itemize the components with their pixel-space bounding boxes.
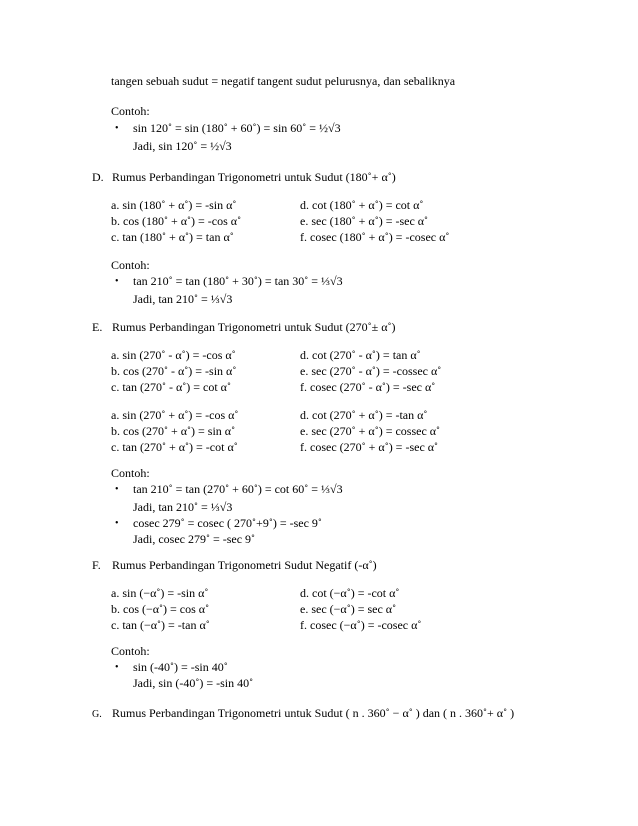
formula-item: b. cos (270˚ + α˚) = sin α˚	[111, 424, 236, 438]
formula-item: a. sin (−α˚) = -sin α˚	[111, 586, 209, 600]
section-heading-g	[92, 706, 514, 722]
section-title: Rumus Perbandingan Trigonometri untuk Sudut (180˚+ α˚)	[112, 170, 396, 184]
formula-item: a. sin (270˚ - α˚) = -cos α˚	[111, 348, 236, 362]
formula-item: f. cosec (180˚ + α˚) = -cosec α˚	[300, 230, 450, 244]
example-line: Jadi, tan 210˚ = ⅓√3	[133, 500, 233, 514]
formula-item: f. cosec (270˚ + α˚) = -sec α˚	[300, 440, 439, 454]
formula-item: d. cot (180˚ + α˚) = cot α˚	[300, 198, 424, 212]
formula-item: e. sec (270˚ + α˚) = cossec α˚	[300, 424, 441, 438]
section-heading-e	[92, 320, 396, 334]
example-line: Jadi, cosec 279˚ = -sec 9˚	[133, 532, 256, 546]
example-line: sin (-40˚) = -sin 40˚	[133, 660, 228, 674]
bullet-icon: •	[115, 662, 119, 673]
formula-item: e. sec (270˚ - α˚) = -cossec α˚	[300, 364, 442, 378]
formula-item: c. tan (180˚ + α˚) = tan α˚	[111, 230, 234, 244]
formula-item: b. cos (270˚ - α˚) = -sin α˚	[111, 364, 237, 378]
section-letter: F.	[92, 558, 101, 572]
formula-item: a. sin (180˚ + α˚) = -sin α˚	[111, 198, 237, 212]
intro-text: tangen sebuah sudut = negatif tangent sudut pelurusnya, dan sebaliknya	[111, 74, 456, 88]
section-title: Rumus Perbandingan Trigonometri untuk Sudut (270˚± α˚)	[112, 320, 396, 334]
formula-item: c. tan (−α˚) = -tan α˚	[111, 618, 210, 632]
example-label: Contoh:	[111, 258, 150, 272]
section-letter: E.	[92, 320, 103, 334]
section-title: Rumus Perbandingan Trigonometri Sudut Negatif (-α˚)	[112, 558, 377, 572]
example-label: Contoh:	[111, 466, 150, 480]
bullet-icon: •	[115, 518, 119, 529]
example-line: cosec 279˚ = cosec ( 270˚+9˚) = -sec 9˚	[133, 516, 322, 530]
formula-item: d. cot (270˚ + α˚) = -tan α˚	[300, 408, 428, 422]
formula-item: d. cot (−α˚) = -cot α˚	[300, 586, 400, 600]
example-line: Jadi, sin 120˚ = ½√3	[133, 139, 232, 153]
formula-item: a. sin (270˚ + α˚) = -cos α˚	[111, 408, 239, 422]
section-title: Rumus Perbandingan Trigonometri untuk Sudut ( n . 360˚ − α˚ ) dan ( n . 360˚+ α˚ )	[112, 706, 515, 720]
example-line: Jadi, tan 210˚ = ⅓√3	[133, 292, 233, 306]
example-line: tan 210˚ = tan (180˚ + 30˚) = tan 30˚ = ⅓√3	[133, 274, 343, 288]
formula-item: b. cos (180˚ + α˚) = -cos α˚	[111, 214, 242, 228]
example-line: tan 210˚ = tan (270˚ + 60˚) = cot 60˚ = ⅓√3	[133, 482, 343, 496]
example-label: Contoh:	[111, 644, 150, 658]
formula-item: d. cot (270˚ - α˚) = tan α˚	[300, 348, 421, 362]
section-heading-f	[92, 558, 377, 572]
bullet-icon: •	[115, 123, 119, 134]
formula-item: f. cosec (270˚ - α˚) = -sec α˚	[300, 380, 436, 394]
formula-item: e. sec (180˚ + α˚) = -sec α˚	[300, 214, 429, 228]
section-letter: D.	[92, 170, 104, 184]
formula-item: e. sec (−α˚) = sec α˚	[300, 602, 397, 616]
formula-item: c. tan (270˚ + α˚) = -cot α˚	[111, 440, 238, 454]
section-letter: G.	[92, 709, 102, 720]
formula-item: f. cosec (−α˚) = -cosec α˚	[300, 618, 422, 632]
formula-item: b. cos (−α˚) = cos α˚	[111, 602, 210, 616]
formula-item: c. tan (270˚ - α˚) = cot α˚	[111, 380, 231, 394]
example-line: Jadi, sin (-40˚) = -sin 40˚	[133, 676, 254, 690]
bullet-icon: •	[115, 484, 119, 495]
section-heading-d	[92, 170, 396, 184]
example-label: Contoh:	[111, 104, 150, 118]
bullet-icon: •	[115, 276, 119, 287]
example-line: sin 120˚ = sin (180˚ + 60˚) = sin 60˚ = ½√3	[133, 121, 341, 135]
